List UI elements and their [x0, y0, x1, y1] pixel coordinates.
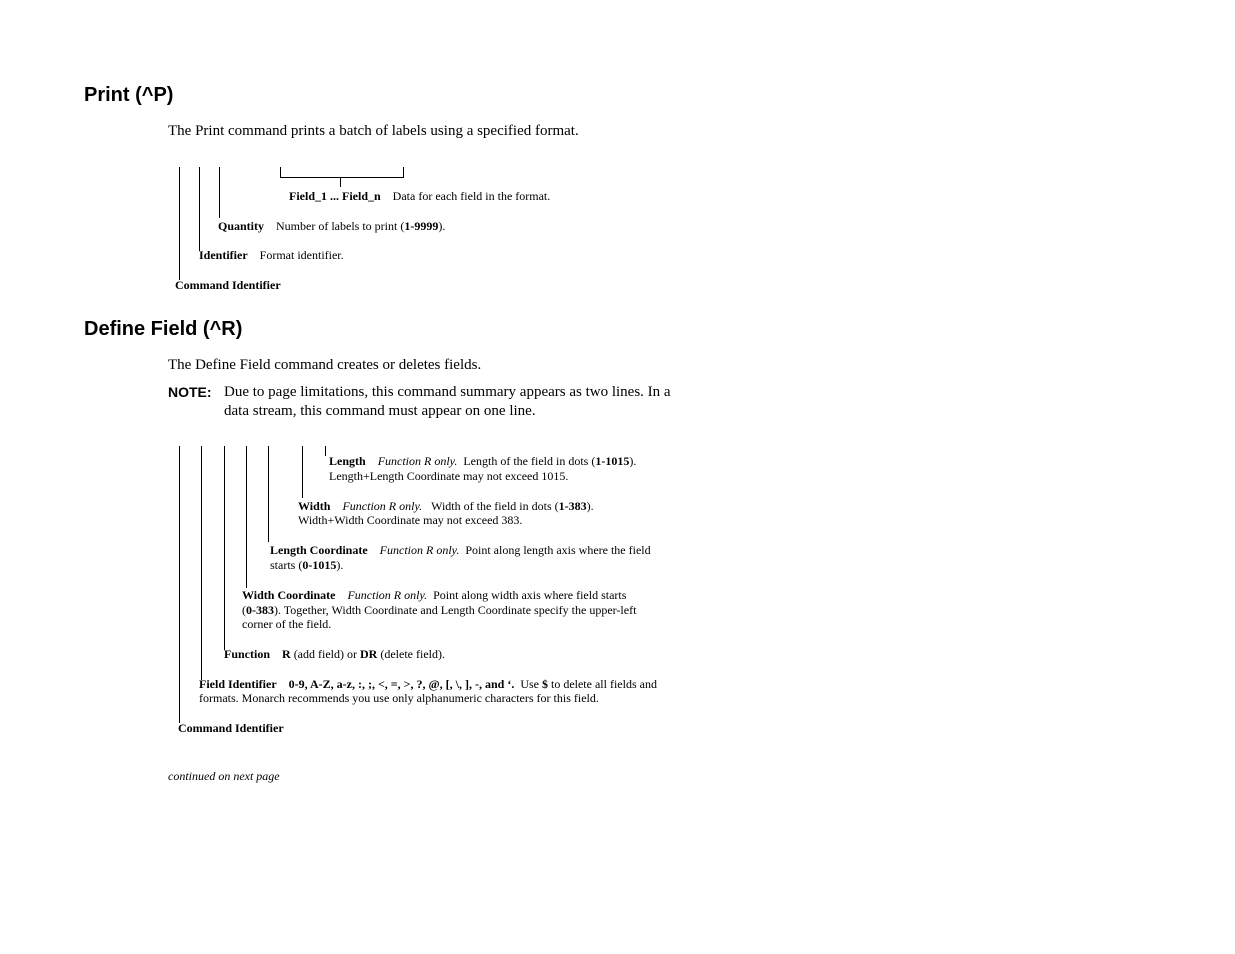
length-coordinate-callout: Length Coordinate Function R only. Point along length axis where the field	[270, 543, 651, 557]
note-label: NOTE:	[168, 384, 212, 400]
define-field-note	[168, 383, 212, 402]
field-identifier-callout: Field Identifier 0-9, A-Z, a-z, :, ;, <, =, >, ?, @, [, \, ], -, and ‘. Use $ to delete all fields and	[199, 677, 657, 691]
width-name: Width	[298, 499, 331, 513]
define-field-command-identifier-callout: Command Identifier	[178, 721, 284, 735]
width-coordinate-name: Width Coordinate	[242, 588, 336, 602]
print-identifier-callout: Identifier Format identifier.	[199, 248, 344, 262]
length-coordinate-name: Length Coordinate	[270, 543, 368, 557]
field-range-desc: Data for each field in the format.	[392, 189, 551, 203]
note-text-line1: Due to page limitations, this command summary appears as two lines. In a	[224, 384, 671, 400]
print-quantity-callout: Quantity Number of labels to print (1-9999).	[218, 219, 446, 233]
width-coordinate-callout: Width Coordinate Function R only. Point along width axis where field starts	[242, 588, 627, 602]
width-coordinate-line2: (0-383). Together, Width Coordinate and Length Coordinate specify the upper-left	[242, 603, 637, 617]
note-text-line2: data stream, this command must appear on one line.	[224, 403, 536, 419]
length-coordinate-line2: starts (0-1015).	[270, 558, 344, 572]
function-name: Function	[224, 647, 271, 661]
field-range-name: Field_1 ... Field_n	[289, 189, 381, 203]
length-line2: Length+Length Coordinate may not exceed 1015.	[329, 469, 569, 483]
width-coordinate-line3: corner of the field.	[242, 617, 332, 631]
continued-note: continued on next page	[168, 769, 280, 783]
print-command-identifier-callout: Command Identifier	[175, 278, 281, 292]
length-callout: Length Function R only. Length of the field in dots (1-1015).	[329, 454, 637, 468]
print-description: The Print command prints a batch of labels using a specified format.	[168, 123, 579, 139]
width-line2: Width+Width Coordinate may not exceed 383.	[298, 513, 523, 527]
quantity-name: Quantity	[218, 219, 265, 233]
define-field-heading: Define Field (^R)	[84, 318, 243, 340]
print-field-range-callout	[289, 189, 550, 204]
function-callout: Function R (add field) or DR (delete field).	[224, 647, 445, 661]
print-heading: Print (^P)	[84, 84, 174, 106]
field-identifier-line2: formats. Monarch recommends you use only alphanumeric characters for this field.	[199, 691, 599, 705]
field-identifier-name: Field Identifier	[199, 677, 277, 691]
define-field-description: The Define Field command creates or deletes fields.	[168, 357, 482, 373]
width-callout: Width Function R only. Width of the field in dots (1-383).	[298, 499, 594, 513]
length-name: Length	[329, 454, 366, 468]
identifier-name: Identifier	[199, 248, 248, 262]
